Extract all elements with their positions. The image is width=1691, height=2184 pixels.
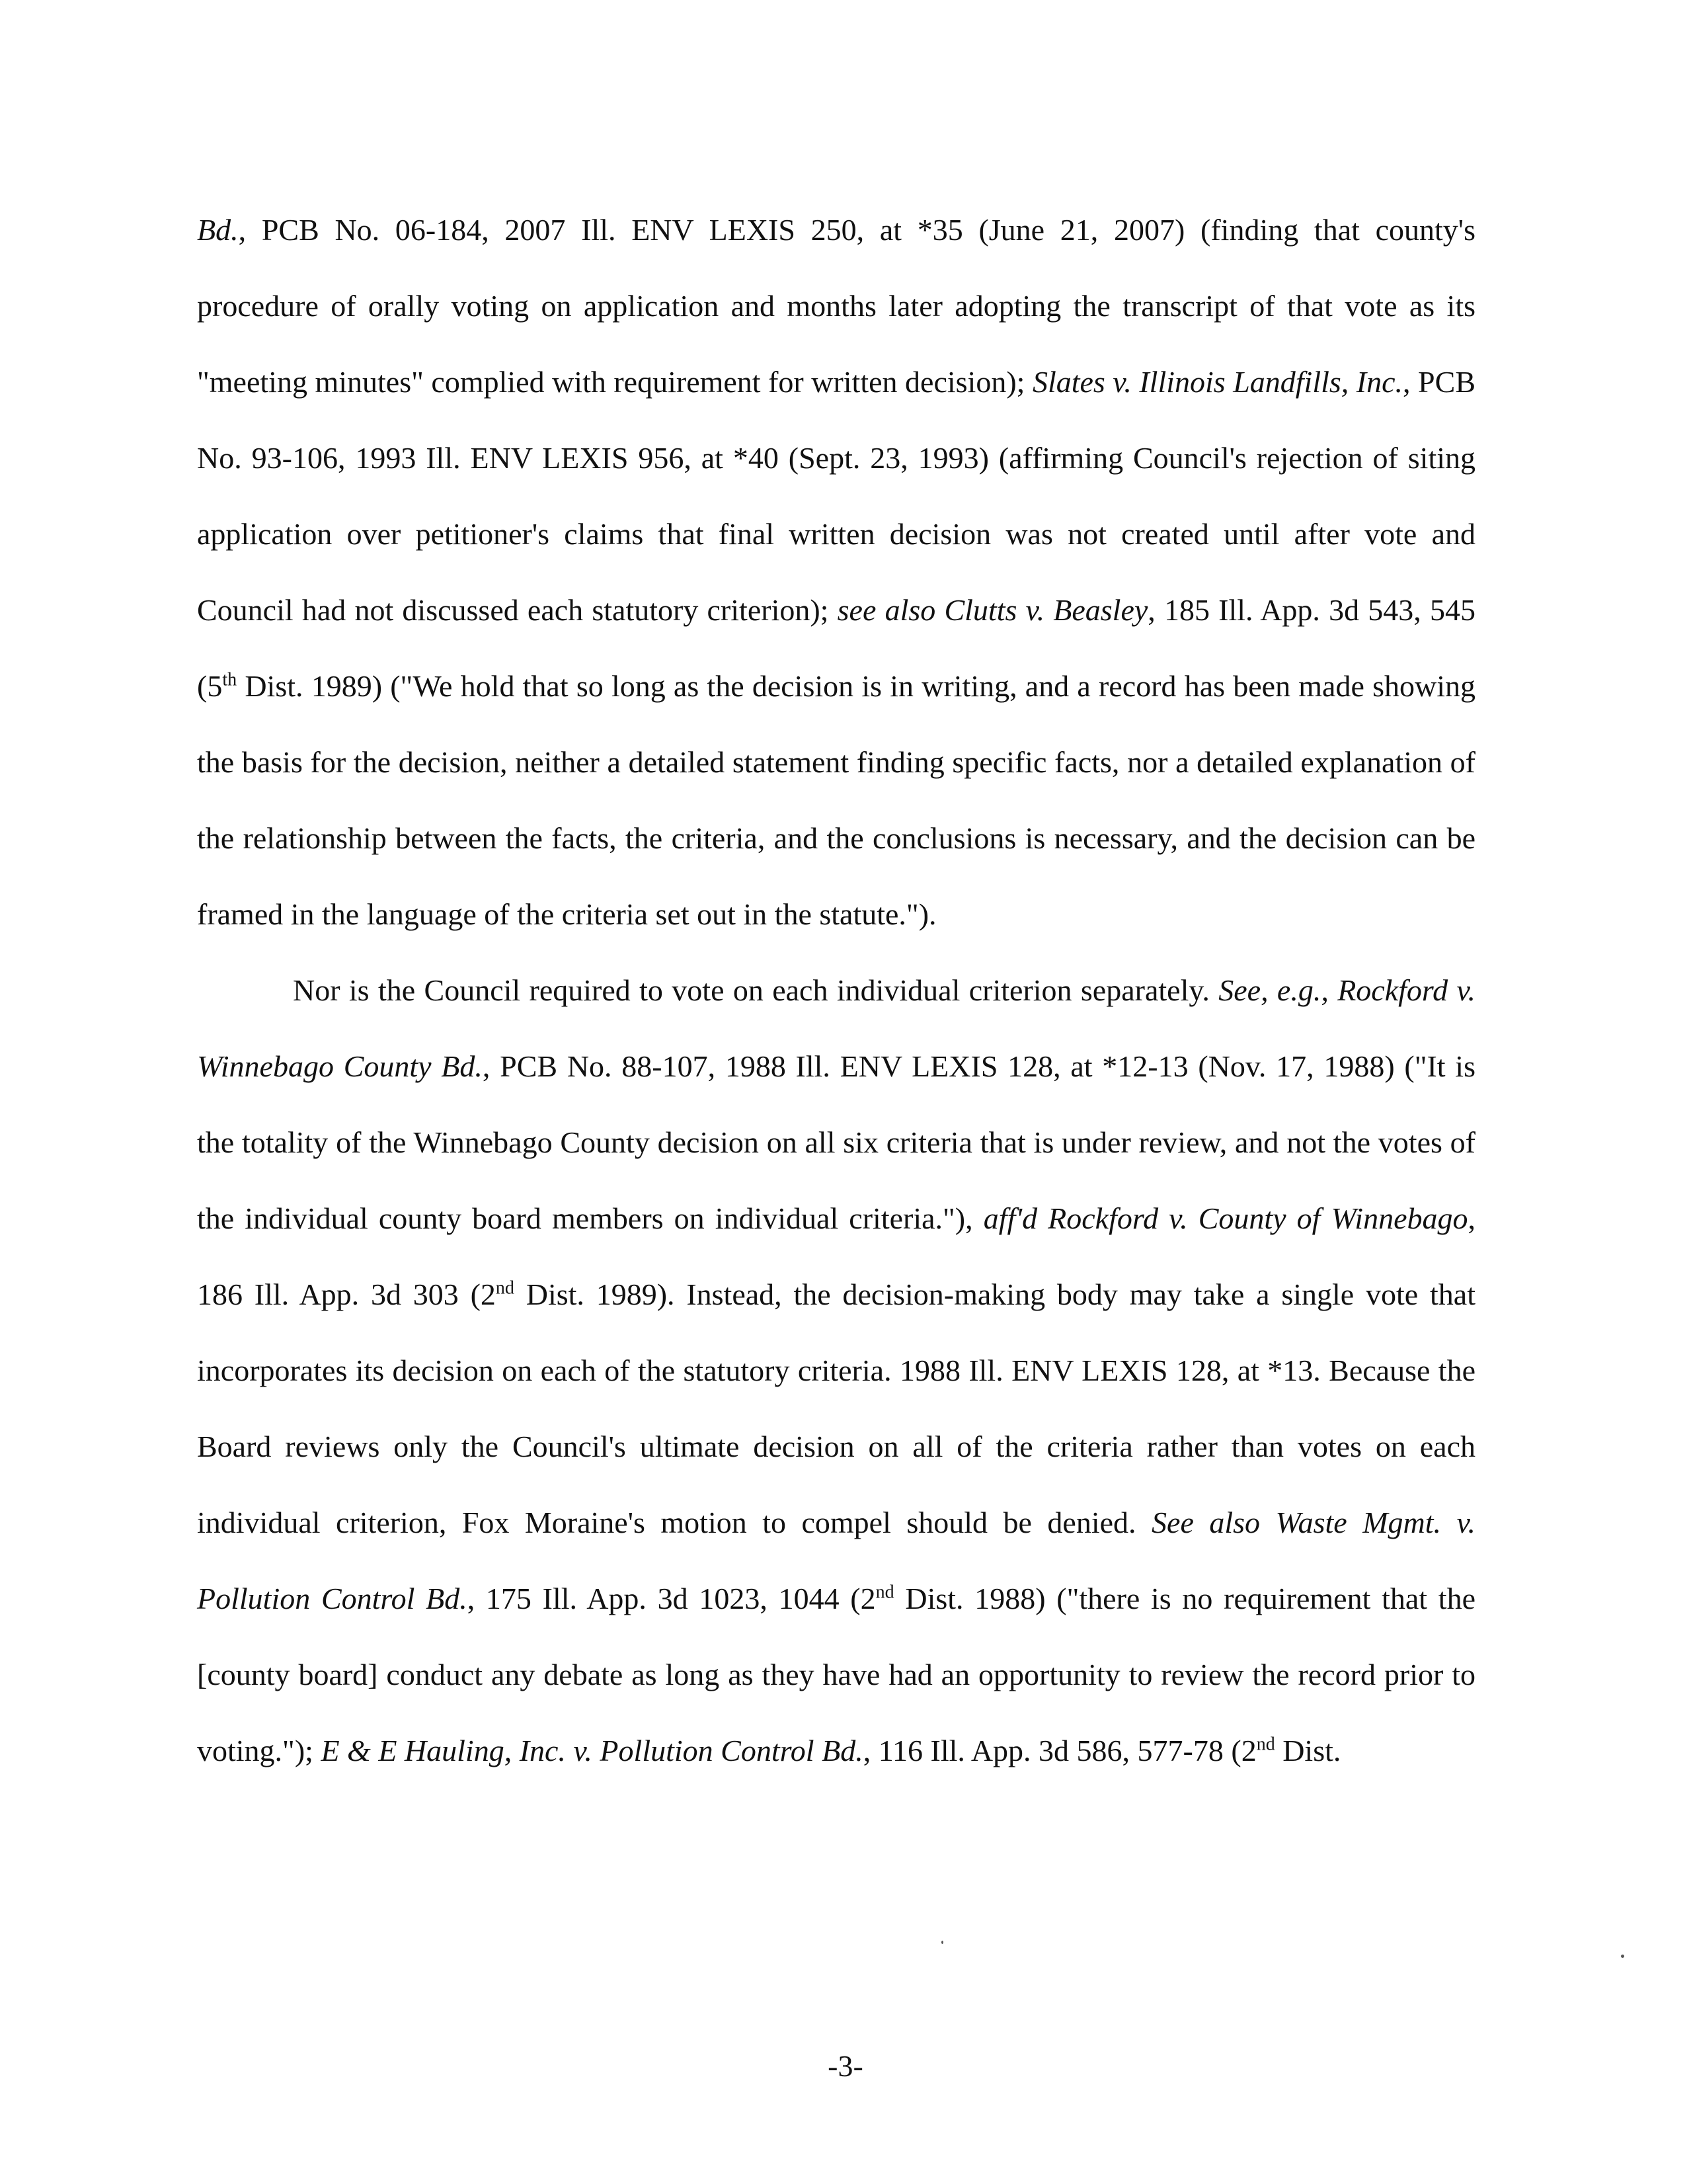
text-run: , PCB No. 06-184, 2007 Ill. ENV LEXIS 250, at *35 (June 21, 2007) (finding that county's procedure of orally voting on application and months later adopting the transcript of that vote as its "meeting minutes" complied with requirement for written decision); bbox=[197, 213, 1475, 399]
scan-speck bbox=[1621, 1955, 1624, 1958]
document-body bbox=[197, 192, 1475, 1789]
text-run: , 185 Ill. App. 3d 543, 545 (5 bbox=[197, 593, 1475, 703]
italic-run: see also Clutts v. Beasley bbox=[837, 593, 1148, 627]
superscript-run: nd bbox=[875, 1582, 894, 1603]
superscript-run: nd bbox=[1256, 1734, 1275, 1755]
text-run: , PCB No. 93-106, 1993 Ill. ENV LEXIS 956, at *40 (Sept. 23, 1993) (affirming Council's rejection of siting application over petitioner's claims that final written decision was not created until after vote and Council had not discussed each statutory criterion); bbox=[197, 365, 1475, 627]
superscript-run: nd bbox=[495, 1277, 514, 1299]
paragraph-2 bbox=[197, 952, 1475, 1789]
italic-run: E & E Hauling, Inc. v. Pollution Control Bd. bbox=[321, 1734, 863, 1767]
text-run: , 116 Ill. App. 3d 586, 577-78 (2 bbox=[863, 1734, 1257, 1767]
superscript-run: th bbox=[222, 669, 237, 690]
italic-run: Slates v. Illinois Landfills, Inc. bbox=[1032, 365, 1403, 399]
text-run: Dist. 1989) ("We hold that so long as the decision is in writing, and a record has been made showing the basis for the decision, neither a detailed statement finding specific facts, nor a detailed explanation of the relationship between the facts, the criteria, and the conclusions is necessary, and the decision can be framed in the language of the criteria set out in the statute."). bbox=[197, 669, 1475, 931]
scan-speck bbox=[941, 1941, 943, 1944]
italic-run: aff'd Rockford v. County of Winnebago bbox=[983, 1201, 1468, 1235]
paragraph-1 bbox=[197, 192, 1475, 952]
text-run: Dist. bbox=[1275, 1734, 1341, 1767]
text-run: Dist. 1988) ("there is no requirement that the [county board] conduct any debate as long as they have had an opportunity to review the record prior to voting."); bbox=[197, 1582, 1475, 1767]
text-run: Nor is the Council required to vote on each individual criterion separately. bbox=[293, 973, 1219, 1007]
text-run: Dist. 1989). Instead, the decision-making body may take a single vote that incorporates its decision on each of the statutory criteria. 1988 Ill. ENV LEXIS 128, at *13. Because the Board reviews only the Council's ultimate decision on all of the criteria rather than votes on each individual criterion, Fox Moraine's motion to compel should be denied. bbox=[197, 1277, 1475, 1539]
text-run: , PCB No. 88-107, 1988 Ill. ENV LEXIS 128, at *12-13 (Nov. 17, 1988) ("It is the totality of the Winnebago County decision on all six criteria that is under review, and not the votes of the individual county board members on individual criteria."), bbox=[197, 1049, 1475, 1235]
italic-run: Bd. bbox=[197, 213, 239, 247]
italic-run: See also Waste Mgmt. v. Pollution Control Bd. bbox=[197, 1506, 1475, 1615]
text-run: , 175 Ill. App. 3d 1023, 1044 (2 bbox=[467, 1582, 876, 1615]
italic-run: See, e.g., Rockford v. Winnebago County Bd. bbox=[197, 973, 1475, 1083]
text-run: , 186 Ill. App. 3d 303 (2 bbox=[197, 1201, 1475, 1311]
page-number: -3- bbox=[828, 2049, 863, 2083]
